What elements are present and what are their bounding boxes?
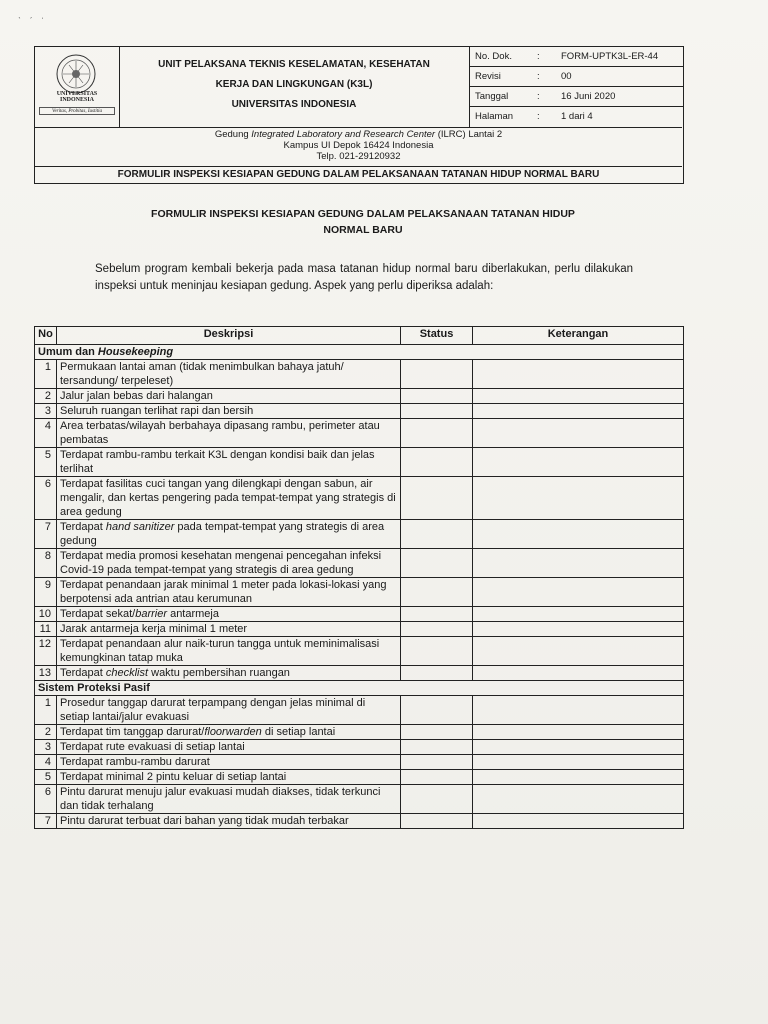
row-number: 4 xyxy=(35,755,57,770)
row-number: 6 xyxy=(35,477,57,520)
row-description: Terdapat tim tanggap darurat/floorwarden di setiap lantai xyxy=(57,725,401,740)
table-row xyxy=(35,607,684,622)
note-cell[interactable] xyxy=(473,725,684,740)
row-description: Pintu darurat terbuat dari bahan yang tidak mudah terbakar xyxy=(57,814,401,829)
meta-sep: : xyxy=(537,51,540,62)
table-row xyxy=(35,360,684,389)
table-row xyxy=(35,520,684,549)
row-description: Seluruh ruangan terlihat rapi dan bersih xyxy=(57,404,401,419)
section-row xyxy=(35,345,684,360)
row-number: 9 xyxy=(35,578,57,607)
header-note: Keterangan xyxy=(473,327,684,345)
row-number: 4 xyxy=(35,419,57,448)
status-cell[interactable] xyxy=(401,448,473,477)
section-empty-cell xyxy=(401,681,473,696)
row-number: 2 xyxy=(35,389,57,404)
status-cell[interactable] xyxy=(401,770,473,785)
status-cell[interactable] xyxy=(401,622,473,637)
status-cell[interactable] xyxy=(401,637,473,666)
table-row xyxy=(35,725,684,740)
row-number: 1 xyxy=(35,360,57,389)
meta-sep: : xyxy=(537,111,540,122)
table-row xyxy=(35,404,684,419)
note-cell[interactable] xyxy=(473,389,684,404)
note-cell[interactable] xyxy=(473,360,684,389)
section-empty-cell xyxy=(401,345,473,360)
section-empty-cell xyxy=(473,681,684,696)
table-row xyxy=(35,770,684,785)
header-desc: Deskripsi xyxy=(57,327,401,345)
table-row xyxy=(35,578,684,607)
meta-key: No. Dok. xyxy=(475,51,512,62)
row-description: Terdapat rambu-rambu darurat xyxy=(57,755,401,770)
row-number: 7 xyxy=(35,814,57,829)
status-cell[interactable] xyxy=(401,419,473,448)
meta-value: 00 xyxy=(561,71,572,82)
note-cell[interactable] xyxy=(473,622,684,637)
note-cell[interactable] xyxy=(473,814,684,829)
status-cell[interactable] xyxy=(401,404,473,419)
status-cell[interactable] xyxy=(401,740,473,755)
status-cell[interactable] xyxy=(401,755,473,770)
meta-row xyxy=(469,87,683,107)
meta-key: Revisi xyxy=(475,71,501,82)
status-cell[interactable] xyxy=(401,696,473,725)
row-description: Jarak antarmeja kerja minimal 1 meter xyxy=(57,622,401,637)
university-logo-icon xyxy=(55,53,97,95)
row-number: 1 xyxy=(35,696,57,725)
meta-key: Tanggal xyxy=(475,91,509,102)
note-cell[interactable] xyxy=(473,696,684,725)
scan-marks: ˋ ˊ ˈ xyxy=(18,16,47,26)
note-cell[interactable] xyxy=(473,785,684,814)
note-cell[interactable] xyxy=(473,549,684,578)
status-cell[interactable] xyxy=(401,477,473,520)
status-cell[interactable] xyxy=(401,814,473,829)
logo-motto: Veritas, Probitas, Iustitia xyxy=(39,107,115,115)
table-row xyxy=(35,549,684,578)
form-title-box: FORMULIR INSPEKSI KESIAPAN GEDUNG DALAM PELAKSANAAN TATANAN HIDUP NORMAL BARU xyxy=(35,166,682,183)
row-number: 8 xyxy=(35,549,57,578)
row-description: Jalur jalan bebas dari halangan xyxy=(57,389,401,404)
status-cell[interactable] xyxy=(401,666,473,681)
table-row xyxy=(35,419,684,448)
status-cell[interactable] xyxy=(401,578,473,607)
note-cell[interactable] xyxy=(473,448,684,477)
inspection-table xyxy=(34,326,684,829)
meta-value: 1 dari 4 xyxy=(561,111,593,122)
row-number: 5 xyxy=(35,770,57,785)
row-number: 12 xyxy=(35,637,57,666)
meta-value: 16 Juni 2020 xyxy=(561,91,616,102)
row-number: 7 xyxy=(35,520,57,549)
row-description: Terdapat fasilitas cuci tangan yang dilengkapi dengan sabun, air mengalir, dan kertas pengering pada tempat-tempat yang strategis di area gedung xyxy=(57,477,401,520)
status-cell[interactable] xyxy=(401,520,473,549)
status-cell[interactable] xyxy=(401,607,473,622)
table-header-row xyxy=(35,327,684,345)
unit-line-3: UNIVERSITAS INDONESIA xyxy=(231,99,357,110)
section-title: Sistem Proteksi Pasif xyxy=(35,681,401,696)
row-description: Terdapat minimal 2 pintu keluar di setiap lantai xyxy=(57,770,401,785)
unit-line-1: UNIT PELAKSANA TEKNIS KESELAMATAN, KESEHATAN xyxy=(158,59,430,70)
table-row xyxy=(35,666,684,681)
note-cell[interactable] xyxy=(473,578,684,607)
row-number: 11 xyxy=(35,622,57,637)
row-description: Prosedur tanggap darurat terpampang dengan jelas minimal di setiap lantai/jalur evakuasi xyxy=(57,696,401,725)
status-cell[interactable] xyxy=(401,549,473,578)
meta-row xyxy=(469,107,683,127)
row-number: 2 xyxy=(35,725,57,740)
meta-key: Halaman xyxy=(475,111,514,122)
status-cell[interactable] xyxy=(401,785,473,814)
row-number: 10 xyxy=(35,607,57,622)
row-number: 5 xyxy=(35,448,57,477)
table-row xyxy=(35,389,684,404)
table-row xyxy=(35,785,684,814)
table-row xyxy=(35,637,684,666)
row-description: Terdapat checklist waktu pembersihan ruangan xyxy=(57,666,401,681)
row-description: Terdapat hand sanitizer pada tempat-tempat yang strategis di area gedung xyxy=(57,520,401,549)
unit-name-cell xyxy=(119,47,470,127)
note-cell[interactable] xyxy=(473,419,684,448)
meta-sep: : xyxy=(537,91,540,102)
section-empty-cell xyxy=(473,345,684,360)
row-number: 13 xyxy=(35,666,57,681)
table-row xyxy=(35,622,684,637)
row-description: Terdapat sekat/barrier antarmeja xyxy=(57,607,401,622)
row-description: Terdapat rambu-rambu terkait K3L dengan kondisi baik dan jelas terlihat xyxy=(57,448,401,477)
note-cell[interactable] xyxy=(473,770,684,785)
row-number: 3 xyxy=(35,404,57,419)
status-cell[interactable] xyxy=(401,725,473,740)
row-description: Terdapat rute evakuasi di setiap lantai xyxy=(57,740,401,755)
section-row xyxy=(35,681,684,696)
note-cell[interactable] xyxy=(473,404,684,419)
document-header xyxy=(34,46,684,184)
note-cell[interactable] xyxy=(473,520,684,549)
header-status: Status xyxy=(401,327,473,345)
note-cell[interactable] xyxy=(473,666,684,681)
row-number: 3 xyxy=(35,740,57,755)
document-meta xyxy=(469,47,683,127)
logo-cell xyxy=(35,47,120,127)
row-description: Terdapat media promosi kesehatan mengenai pencegahan infeksi Covid-19 pada tempat-tempat yang strategis di area gedung xyxy=(57,549,401,578)
row-description: Terdapat penandaan jarak minimal 1 meter pada lokasi-lokasi yang berpotensi ada antrian atau kerumunan xyxy=(57,578,401,607)
status-cell[interactable] xyxy=(401,360,473,389)
status-cell[interactable] xyxy=(401,389,473,404)
address-block: Gedung Integrated Laboratory and Research Center (ILRC) Lantai 2 Kampus UI Depok 16424 Indonesia Telp. 021-29120932 xyxy=(35,127,682,167)
row-description: Area terbatas/wilayah berbahaya dipasang rambu, perimeter atau pembatas xyxy=(57,419,401,448)
row-description: Pintu darurat menuju jalur evakuasi mudah diakses, tidak terkunci dan tidak terhalang xyxy=(57,785,401,814)
page-title: FORMULIR INSPEKSI KESIAPAN GEDUNG DALAM PELAKSANAAN TATANAN HIDUP NORMAL BARU xyxy=(151,208,575,236)
table-row xyxy=(35,814,684,829)
note-cell[interactable] xyxy=(473,477,684,520)
header-no: No xyxy=(35,327,57,345)
meta-sep: : xyxy=(537,71,540,82)
table-row xyxy=(35,755,684,770)
logo-text: UNIVERSITAS INDONESIA xyxy=(56,91,98,103)
row-description: Terdapat penandaan alur naik-turun tangga untuk meminimalisasi kemungkinan tatap muka xyxy=(57,637,401,666)
table-row xyxy=(35,477,684,520)
table-row xyxy=(35,448,684,477)
intro-paragraph: Sebelum program kembali bekerja pada masa tatanan hidup normal baru diberlakukan, perlu dilakukan inspeksi untuk meninjau kesiapan gedung. Aspek yang perlu diperiksa adalah: xyxy=(95,263,633,292)
row-number: 6 xyxy=(35,785,57,814)
note-cell[interactable] xyxy=(473,607,684,622)
note-cell[interactable] xyxy=(473,755,684,770)
meta-row xyxy=(469,47,683,67)
table-row xyxy=(35,696,684,725)
note-cell[interactable] xyxy=(473,740,684,755)
row-description: Permukaan lantai aman (tidak menimbulkan bahaya jatuh/ tersandung/ terpeleset) xyxy=(57,360,401,389)
note-cell[interactable] xyxy=(473,637,684,666)
section-title: Umum dan Housekeeping xyxy=(35,345,401,360)
unit-line-2: KERJA DAN LINGKUNGAN (K3L) xyxy=(215,79,373,90)
meta-row xyxy=(469,67,683,87)
meta-value: FORM-UPTK3L-ER-44 xyxy=(561,51,659,62)
table-row xyxy=(35,740,684,755)
